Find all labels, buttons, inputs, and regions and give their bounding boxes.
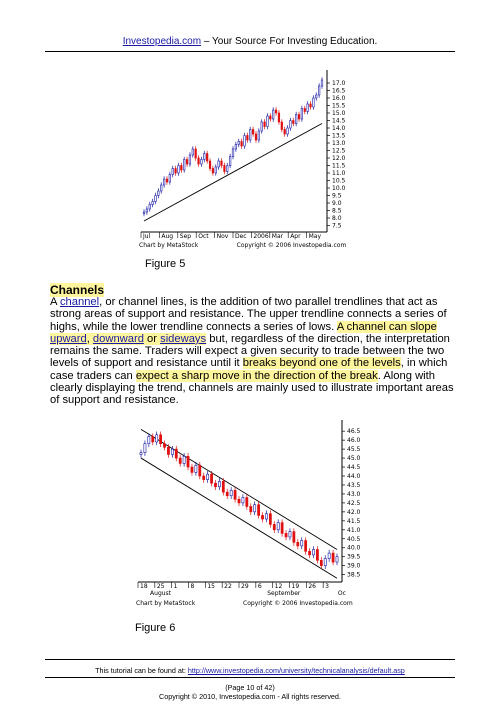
x-tick-label: 1 (173, 583, 178, 590)
chart-credit-right: Copyright © 2006 Investopedia.com (243, 600, 353, 607)
candle-body (144, 444, 146, 453)
candle-body (238, 142, 240, 145)
candle-body (252, 130, 254, 135)
candle-body (175, 169, 177, 174)
chart-credit-left: Chart by MetaStock (139, 242, 199, 249)
candle-body (318, 86, 320, 95)
candle-body (195, 149, 197, 158)
x-tick-label: 29 (241, 583, 249, 590)
chart-credit-left: Chart by MetaStock (136, 600, 196, 607)
candle-body (140, 453, 142, 455)
footer-rule (45, 659, 455, 660)
candle-body (152, 202, 154, 205)
candle-body (295, 115, 297, 124)
candle-body (155, 196, 157, 202)
candle-body (218, 481, 220, 486)
footer-copyright: Copyright © 2010, Investopedia.com - All rights reserved. (159, 692, 341, 701)
y-tick-label: 41.5 (347, 517, 361, 525)
candle-body (244, 136, 246, 147)
candle-body (301, 109, 303, 120)
y-tick-label: 39.5 (347, 553, 361, 561)
x-tick-label: 15 (207, 583, 215, 590)
x-tick-label: 6 (257, 583, 262, 590)
candle-body (297, 542, 299, 546)
y-tick-label: 13.0 (332, 140, 346, 147)
candle-body (277, 523, 279, 530)
candle-body (315, 95, 317, 98)
candle-body (258, 505, 260, 516)
candle-body (270, 116, 272, 119)
candle-body (258, 131, 260, 140)
candle-body (261, 515, 263, 519)
candle-body (224, 166, 226, 172)
candle-body (189, 155, 191, 164)
candle-body (186, 160, 188, 165)
x-tick-label: Aug (161, 233, 174, 240)
candle-body (310, 104, 312, 107)
candle-body (226, 166, 228, 172)
candle-body (278, 113, 280, 122)
figure5-chart (135, 62, 360, 258)
trendline (141, 429, 337, 549)
candle-body (195, 465, 197, 472)
x-tick-label: 18 (140, 583, 148, 590)
figure6-svg (130, 418, 365, 620)
candle-body (238, 499, 240, 503)
x-tick-label: 12 (274, 583, 283, 590)
candle-body (289, 532, 291, 537)
candle-body (199, 465, 201, 476)
candle-body (230, 490, 232, 495)
candle-body (222, 481, 224, 492)
candle-body (336, 557, 338, 562)
candle-body (273, 524, 275, 529)
y-tick-label: 16.0 (332, 95, 346, 102)
candle-body (207, 474, 209, 479)
figure5-caption: Figure 5 (145, 258, 186, 270)
footer-tutorial: This tutorial can be found at: http://www.investopedia.com/university/technicalanalysis/default.asp (95, 666, 405, 675)
chart-credit-right: Copyright © 2006 Investopedia.com (236, 242, 347, 249)
x-tick-label: 19 (291, 583, 300, 590)
candle-body (312, 550, 314, 555)
y-tick-label: 17.0 (332, 80, 346, 87)
candle-body (171, 449, 173, 454)
figure5-svg (135, 62, 360, 258)
header-rule (45, 51, 455, 52)
y-tick-label: 39.0 (347, 562, 361, 570)
trendline (144, 124, 322, 222)
candle-body (316, 550, 318, 561)
candle-body (332, 553, 334, 562)
candle-body (285, 533, 287, 537)
candle-body (235, 145, 237, 150)
candle-body (179, 458, 181, 463)
candle-body (146, 209, 148, 212)
y-tick-label: 46.0 (347, 437, 361, 445)
link-sideways[interactable]: sideways (160, 332, 207, 345)
y-tick-label: 40.0 (347, 544, 361, 552)
candle-body (320, 560, 322, 565)
candle-body (254, 505, 256, 512)
y-tick-label: 45.0 (347, 455, 361, 463)
candle-body (175, 449, 177, 458)
candle-body (298, 115, 300, 120)
candle-body (143, 212, 145, 214)
candle-body (265, 514, 267, 519)
candle-body (163, 179, 165, 185)
candle-body (178, 166, 180, 174)
candle-body (313, 98, 315, 107)
footer-rule-2 (45, 677, 455, 678)
x-tick-label: 2006 (253, 233, 269, 240)
candle-body (281, 122, 283, 130)
x-tick-label: Sep (179, 233, 192, 240)
page-header (0, 36, 500, 47)
candle-body (167, 447, 169, 454)
candle-body (290, 121, 292, 129)
x-tick-label: 3 (325, 583, 329, 590)
candle-body (281, 523, 283, 534)
candle-body (163, 444, 165, 448)
tutorial-link[interactable]: http://www.investopedia.com/university/technicalanalysis/default.asp (187, 666, 405, 675)
y-tick-label: 14.0 (332, 125, 346, 132)
y-tick-label: 7.5 (332, 222, 342, 230)
y-tick-label: 42.0 (347, 508, 361, 516)
candle-body (232, 149, 234, 157)
candle-body (275, 110, 277, 113)
candle-body (305, 541, 307, 552)
candle-body (304, 109, 306, 112)
candle-body (308, 551, 310, 555)
y-tick-label: 44.5 (347, 464, 361, 472)
y-tick-label: 40.5 (347, 535, 361, 543)
candle-body (218, 161, 220, 167)
x-tick-label: 26 (308, 583, 316, 590)
candle-body (203, 154, 205, 160)
candle-body (206, 154, 208, 162)
y-tick-label: 16.5 (332, 87, 346, 95)
y-tick-label: 15.0 (332, 110, 346, 117)
candle-body (158, 191, 160, 196)
candle-body (160, 185, 162, 191)
link-downward[interactable]: downward (92, 332, 144, 345)
y-tick-label: 43.5 (347, 481, 361, 489)
candle-body (169, 175, 171, 183)
header-tagline: – Your Source For Investing Education. (201, 36, 378, 47)
section-heading: Channels (50, 283, 105, 297)
footer-page: (Page 10 of 42) (225, 683, 275, 692)
candle-body (250, 506, 252, 511)
y-tick-label: 44.0 (347, 473, 361, 480)
y-tick-label: 8.0 (332, 215, 342, 222)
y-tick-label: 10.0 (332, 185, 346, 192)
y-tick-label: 15.5 (332, 102, 346, 110)
y-tick-label: 9.0 (332, 200, 342, 207)
candle-body (242, 498, 244, 503)
candle-body (301, 541, 303, 546)
candle-body (203, 476, 205, 480)
candle-body (181, 166, 183, 171)
candle-body (192, 149, 194, 155)
figure6-chart (130, 418, 365, 620)
candle-body (191, 467, 193, 472)
y-tick-label: 11.0 (332, 170, 346, 177)
x-tick-label: May (308, 233, 322, 240)
candle-body (287, 128, 289, 134)
candle-body (183, 456, 185, 463)
y-tick-label: 10.5 (332, 177, 346, 185)
site-link[interactable]: Investopedia.com (122, 36, 202, 47)
candle-body (229, 157, 231, 166)
candle-body (183, 160, 185, 171)
candle-body (255, 134, 257, 140)
candle-body (284, 130, 286, 135)
x-tick-label: 22 (224, 583, 232, 590)
candle-body (152, 437, 154, 442)
candle-body (209, 161, 211, 169)
y-tick-label: 41.0 (347, 526, 361, 534)
candle-body (264, 122, 266, 127)
x-month-label: Oc (337, 590, 346, 597)
candle-body (187, 456, 189, 467)
candle-body (272, 110, 274, 119)
y-tick-label: 14.5 (332, 117, 346, 125)
candle-body (292, 121, 294, 124)
candle-body (201, 160, 203, 165)
y-tick-label: 43.0 (347, 490, 361, 498)
candle-body (241, 142, 243, 147)
x-tick-label: Apr (290, 233, 301, 240)
candle-body (198, 158, 200, 164)
candle-body (269, 514, 271, 525)
x-tick-label: Oct (198, 233, 209, 240)
y-tick-label: 38.5 (347, 571, 361, 579)
candle-body (261, 122, 263, 131)
x-tick-label: Dec (235, 233, 247, 240)
y-tick-label: 46.5 (347, 428, 361, 436)
figure6-caption: Figure 6 (135, 622, 176, 634)
candle-body (172, 169, 174, 175)
candle-body (226, 492, 228, 496)
candle-body (214, 483, 216, 487)
candle-body (246, 498, 248, 507)
candle-body (247, 136, 249, 141)
y-tick-label: 13.5 (332, 132, 346, 140)
candle-body (328, 553, 330, 558)
trendline (141, 458, 337, 578)
y-tick-label: 12.0 (332, 155, 346, 162)
candle-body (267, 116, 269, 127)
x-tick-label: Jul (143, 233, 151, 240)
candle-body (166, 179, 168, 182)
candle-body (321, 80, 323, 86)
candle-body (307, 104, 309, 112)
y-tick-label: 11.5 (332, 162, 346, 170)
link-channel[interactable]: channel (59, 296, 100, 308)
x-tick-label: Mar (271, 233, 284, 240)
x-tick-label: 8 (190, 583, 195, 590)
link-upward[interactable]: upward (50, 332, 87, 345)
x-tick-label: 25 (156, 583, 165, 590)
candle-body (234, 490, 236, 499)
channels-paragraph: A channel, or channel lines, is the addition of two parallel trendlines that act as strong areas of support and resistance. The upper trendline connects a series of highs, while the lower trendline connects a series of lows. A channel can slope upward, downward or sideways but, regardless of the direction, the interpretation remains the same. Traders will expect a given security to trade between the two levels of support and resistance until it breaks beyond one of the levels, in which case traders can expect a sharp move in the direction of the break. Along with clearly displaying the trend, channels are mainly used to illustrate important areas of support and resistance. (50, 296, 454, 407)
candle-body (324, 558, 326, 565)
candle-body (215, 167, 217, 173)
candle-body (149, 205, 151, 210)
candle-body (293, 532, 295, 543)
candle-body (160, 435, 162, 444)
y-tick-label: 45.5 (347, 446, 361, 454)
candle-body (212, 169, 214, 174)
y-tick-label: 12.5 (332, 147, 346, 155)
highlight-sharp-move: expect a sharp move in the direction of the break (135, 369, 378, 382)
y-tick-label: 42.5 (347, 499, 361, 507)
candle-body (210, 474, 212, 483)
y-tick-label: 9.5 (332, 192, 342, 200)
x-tick-label: Nov (216, 233, 229, 240)
candle-body (156, 435, 158, 442)
highlight-breaks: breaks beyond one of the levels (242, 357, 401, 370)
x-month-label: August (150, 590, 172, 597)
candle-body (148, 437, 150, 444)
candle-body (249, 130, 251, 141)
y-tick-label: 8.5 (332, 207, 342, 215)
x-month-label: September (267, 590, 301, 597)
candle-body (221, 161, 223, 166)
